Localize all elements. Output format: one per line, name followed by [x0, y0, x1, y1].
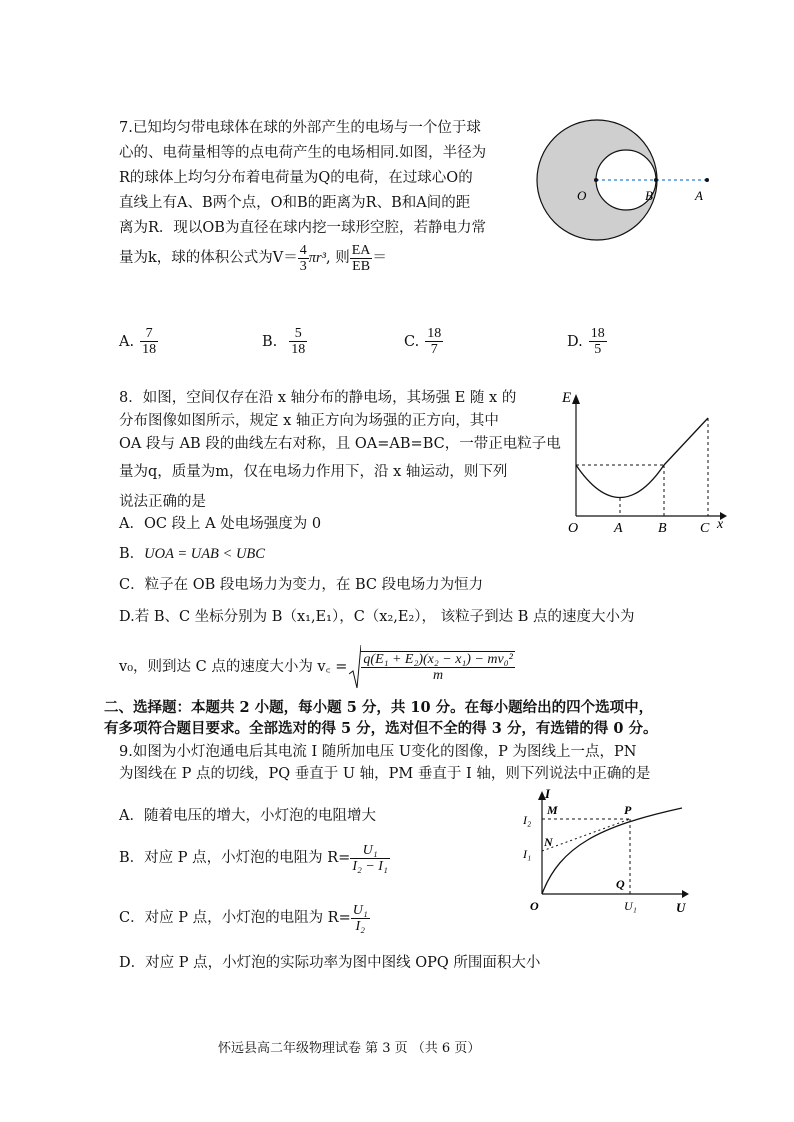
q8-label-o: O — [568, 521, 579, 536]
q8-label-a: A — [614, 521, 623, 536]
q7-line2: 心的、电荷量相等的点电荷产生的电场相同.如图，半径为 — [119, 145, 487, 161]
q7-option-c-fraction — [425, 326, 443, 357]
q8-option-b — [119, 544, 265, 564]
q7-ratio-text: , 则 — [326, 250, 350, 266]
q7-volume-tail: πr³ — [308, 250, 327, 266]
q8-line1: 8．如图，空间仅存在沿 x 轴分布的静电场，其场强 E 随 x 的 — [119, 390, 517, 406]
q7-sphere-figure — [535, 118, 715, 248]
q7-option-b-label: B. — [262, 333, 278, 350]
q8-option-a: A．OC 段上 A 处电场强度为 0 — [119, 516, 322, 532]
q8-e-x-graph — [560, 388, 730, 538]
q7-option-a-den: 18 — [142, 342, 157, 357]
q7-option-d — [567, 326, 607, 357]
q8-e-arrow-icon — [572, 394, 580, 404]
q7-point-b — [654, 178, 658, 182]
q9-curve — [542, 808, 682, 894]
q7-option-c — [404, 326, 443, 357]
q9-u-arrow-icon — [682, 890, 689, 898]
q8-option-d-fraction — [361, 651, 514, 683]
q7-volume-num: 4 — [299, 242, 307, 258]
q7-point-o — [594, 178, 598, 182]
q9-option-c-den: I₂ — [355, 918, 365, 934]
q8-option-c: C．粒子在 OB 段电场力为变力，在 BC 段电场力为恒力 — [119, 577, 484, 593]
page-footer: 怀远县高二年级物理试卷 第 3 页 （共 6 页） — [218, 1041, 481, 1056]
q9-label-o: O — [530, 899, 539, 913]
q9-option-c-text: C．对应 P 点，小灯泡的电阻为 R= — [119, 910, 351, 926]
q7-option-c-label: C. — [404, 333, 420, 350]
q9-label-p: P — [624, 803, 632, 817]
q9-line2: 为图线在 P 点的切线，PQ 垂直于 U 轴，PM 垂直于 I 轴，则下列说法中正确的是 — [119, 766, 651, 782]
q8-label-c: C — [700, 521, 710, 536]
q9-i-u-graph — [520, 786, 700, 916]
q9-option-c-fraction — [351, 903, 370, 934]
q9-tangent-pn — [542, 819, 630, 851]
q8-line5: 说法正确的是 — [119, 494, 206, 510]
q9-option-b-den: I₂ − I₁ — [352, 858, 388, 874]
q7-option-d-num: 18 — [590, 326, 605, 341]
q7-line5: 离为R．现以OB为直径在球内挖一球形空腔，若静电力常 — [119, 220, 486, 236]
q9-option-b-text: B．对应 P 点，小灯泡的电阻为 R= — [119, 850, 351, 866]
q7-option-a-num: 7 — [140, 326, 158, 342]
q7-option-b — [262, 326, 307, 357]
q8-option-d-pre: v₀，则到达 C 点的速度大小为 v꜀ = — [119, 659, 348, 675]
q7-option-d-label: D. — [567, 333, 583, 350]
q9-option-c — [119, 898, 370, 938]
q8-line2: 分布图像如图所示，规定 x 轴正方向为场强的正方向，其中 — [119, 413, 499, 429]
section2-heading-line2: 有多项符合题目要求。全部选对的得 5 分，选对但不全的得 3 分，有选错的得 0 分。 — [104, 720, 658, 737]
q8-label-x: x — [717, 517, 724, 532]
q8-line-bc — [664, 418, 708, 465]
q7-label-o: O — [577, 188, 587, 203]
q9-label-n: N — [544, 835, 553, 849]
q7-ratio-fraction — [350, 243, 373, 274]
q8-option-b-expr: UOA = UAB < UBC — [144, 546, 265, 562]
q7-option-a-label: A. — [119, 333, 135, 350]
q7-ratio-num: EA — [351, 242, 371, 258]
q7-line1: 7.已知均匀带电球体在球的外部产生的电场与一个位于球 — [119, 120, 481, 136]
q7-option-d-den: 5 — [594, 342, 602, 357]
section2-heading-line1: 二、选择题：本题共 2 小题，每小题 5 分，共 10 分。在每小题给出的四个选项中， — [104, 699, 654, 716]
q9-option-a: A．随着电压的增大，小灯泡的电阻增大 — [119, 808, 376, 824]
q7-option-b-fraction — [289, 326, 307, 357]
q8-curve-oab — [576, 465, 664, 498]
q8-label-e: E — [562, 390, 572, 406]
q8-label-b: B — [658, 521, 667, 536]
q7-option-a — [119, 326, 158, 357]
q7-point-a — [705, 178, 709, 182]
q9-label-i: I — [545, 786, 551, 801]
sqrt-icon — [349, 644, 361, 690]
q9-option-d: D．对应 P 点，小灯泡的实际功率为图中图线 OPQ 所围面积大小 — [119, 955, 541, 971]
q9-option-b-num: U₁ — [350, 843, 390, 859]
q9-label-u: U — [676, 900, 686, 915]
q7-volume-fraction — [298, 243, 309, 274]
q8-option-b-label: B． — [119, 546, 145, 562]
q9-label-m: M — [547, 803, 558, 817]
q8-option-d-num: q(E₁ + E₂)(x₂ − x₁) − mv₀² — [363, 652, 513, 667]
q8-option-d-cont — [119, 643, 515, 691]
q9-option-b-fraction — [350, 843, 390, 874]
q7-ratio-eq: ＝ — [372, 250, 387, 266]
q9-option-b — [119, 838, 390, 878]
q9-label-q: Q — [616, 877, 625, 891]
q8-line4: 量为q，质量为m，仅在电场力作用下，沿 x 轴运动，则下列 — [119, 464, 508, 480]
q8-line3: OA 段与 AB 段的曲线左右对称，且 OA=AB=BC，一带正电粒子电 — [119, 436, 561, 452]
q9-line1: 9.如图为小灯泡通电后其电流 I 随所加电压 U变化的图像，P 为图线上一点，PN — [119, 744, 637, 760]
q8-option-d-den: m — [433, 668, 444, 683]
q7-option-c-num: 18 — [427, 326, 442, 341]
q9-label-i2: I₂ — [523, 813, 532, 827]
q7-option-d-fraction — [589, 326, 607, 357]
q7-volume-den: 3 — [299, 258, 307, 274]
q9-option-c-num: U₁ — [352, 902, 368, 918]
q7-line6 — [119, 240, 387, 276]
q7-label-b: B — [645, 188, 653, 203]
q7-option-a-fraction — [140, 326, 158, 357]
q8-option-d: D.若 B、C 坐标分别为 B（x₁,E₁），C（x₂,E₂）， 该粒子到达 B 点的速度大小为 — [119, 609, 635, 625]
q7-option-b-num: 5 — [289, 326, 307, 342]
q7-line3: R的球体上均匀分布着电荷量为Q的电荷，在过球心O的 — [119, 170, 473, 186]
q7-line4: 直线上有A、B两个点，O和B的距离为R、B和A间的距 — [119, 195, 471, 211]
q7-volume-text: 量为k，球的体积公式为V＝ — [119, 250, 298, 266]
q9-label-i1: I₁ — [523, 847, 532, 861]
q9-label-u1: U₁ — [624, 899, 637, 913]
q7-ratio-den: EB — [352, 258, 371, 274]
q7-label-a: A — [695, 188, 703, 203]
q7-option-c-den: 7 — [430, 342, 438, 357]
q7-option-b-den: 18 — [291, 342, 306, 357]
